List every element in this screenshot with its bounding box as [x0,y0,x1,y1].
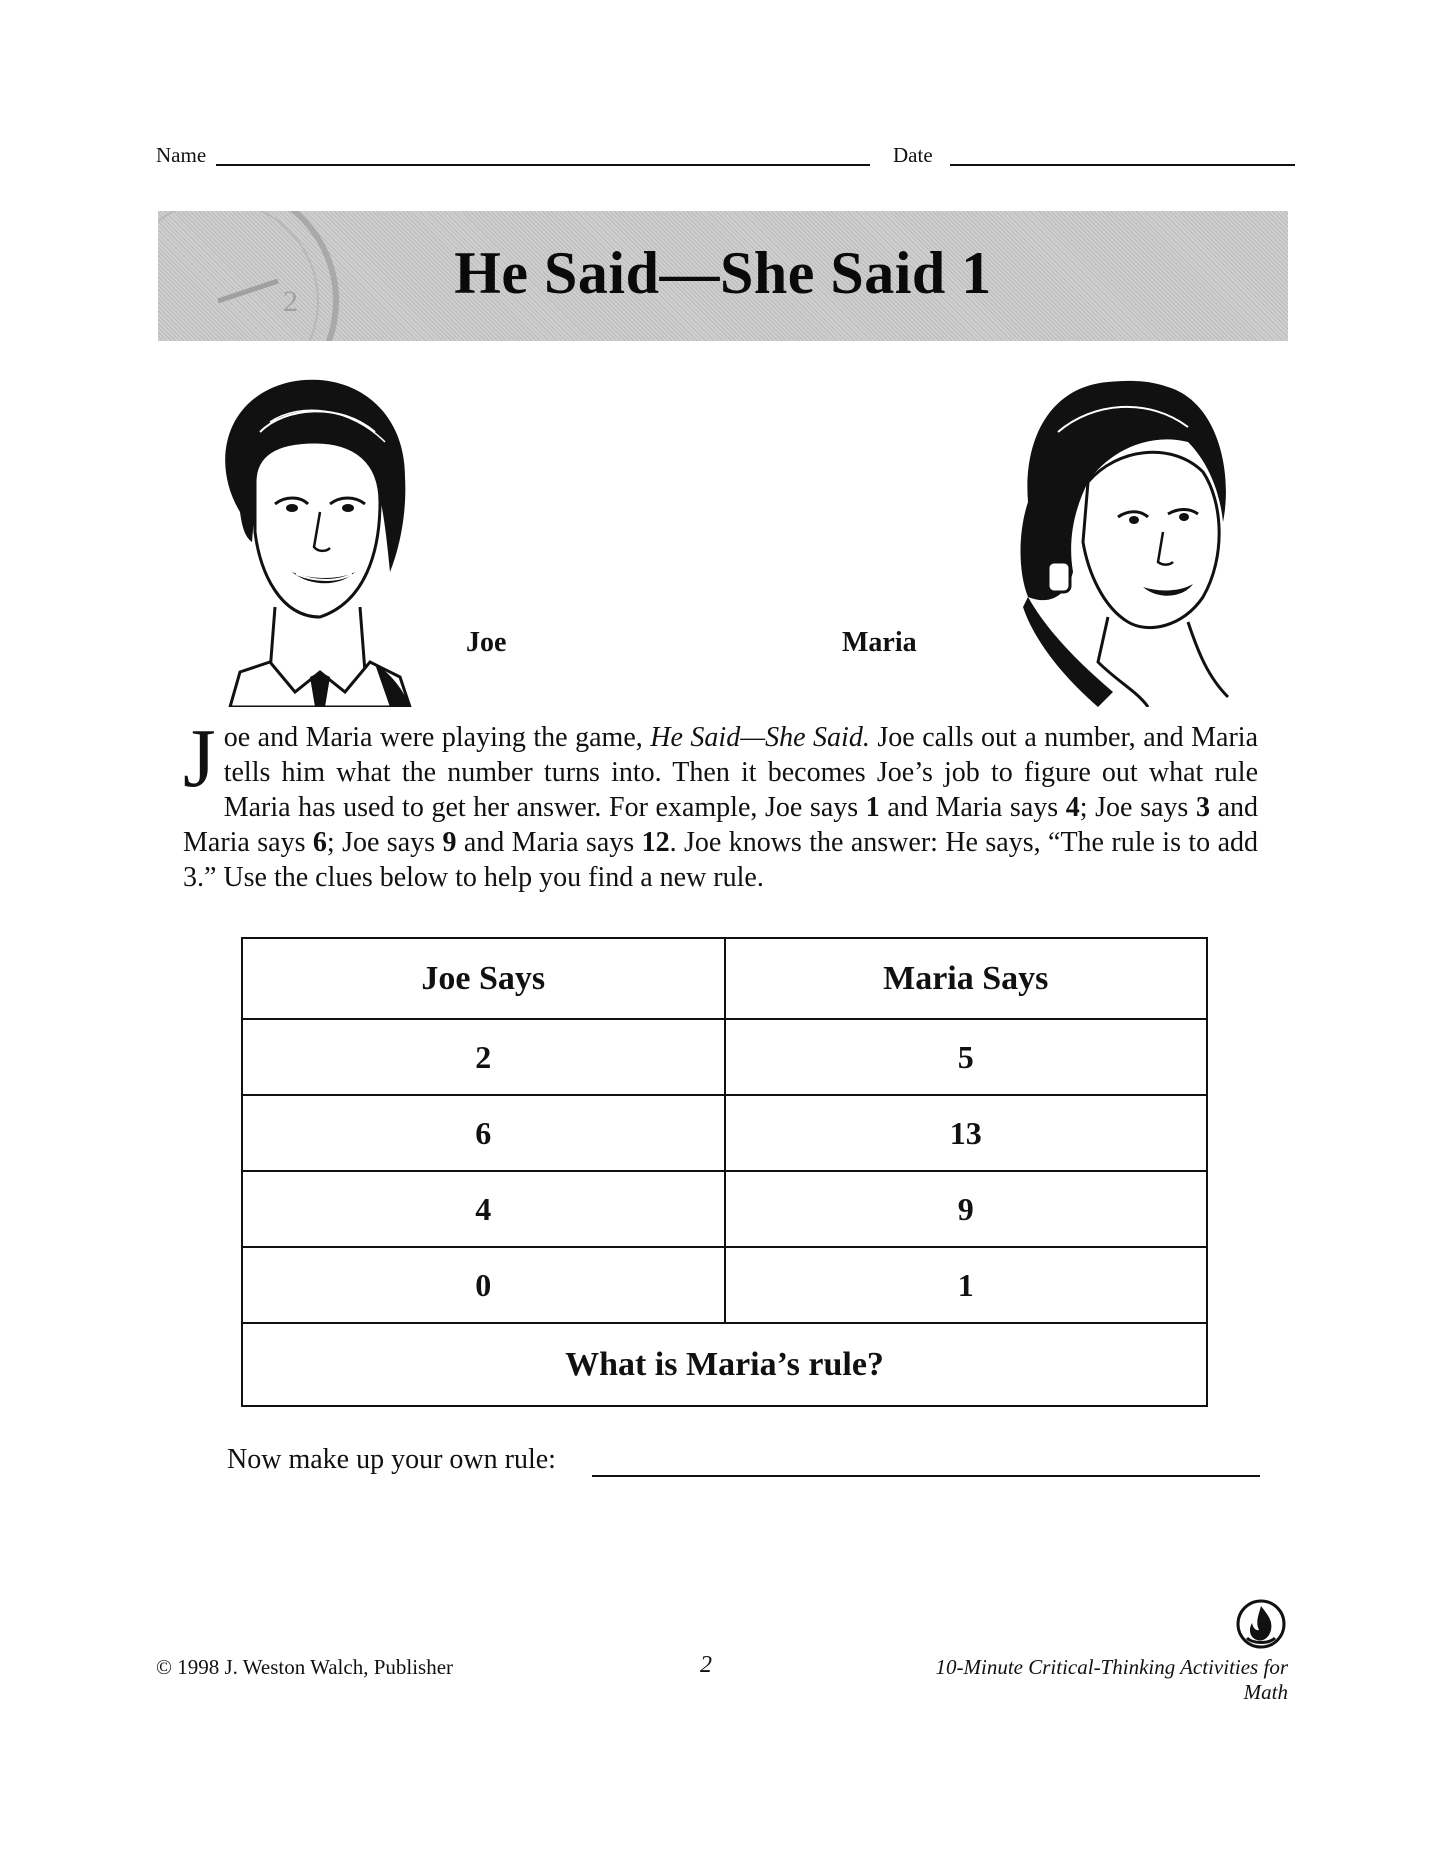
page-number: 2 [700,1652,712,1678]
maria-value: 13 [725,1095,1208,1171]
name-field[interactable] [216,164,870,166]
boy-name-label: Joe [466,627,507,658]
svg-text:2: 2 [283,285,298,318]
column-header-joe: Joe Says [242,938,725,1019]
maria-value: 5 [725,1019,1208,1095]
question-row [242,1323,1207,1406]
table-row [242,1019,1207,1095]
boy-portrait-illustration [200,372,420,707]
book-title: 10-Minute Critical-Thinking Activities for Math [935,1655,1288,1704]
column-header-maria: Maria Says [725,938,1208,1019]
rule-question: What is Maria’s rule? [242,1323,1207,1406]
joe-value: 6 [242,1095,725,1171]
game-name: He Said—She Said. [650,722,870,753]
intro-paragraph: Joe and Maria were playing the game, He Said—She Said. Joe calls out a number, and Maria tells him what the number turns into. Then it becomes Joe’s job to figure out what rule Maria has used to get her answer. For example, Joe says 1 and Maria says 4; Joe says 3 and Maria says 6; Joe says 9 and Maria says 12. Joe knows the answer: He says, “The rule is to add 3.” Use the clues below to help you find a new rule. [183,712,1259,893]
joe-value: 4 [242,1171,725,1247]
drop-cap: J [183,712,216,805]
date-field[interactable] [950,164,1295,166]
joe-value: 0 [242,1247,725,1323]
rule-table [241,937,1208,1407]
date-label: Date [893,143,933,167]
own-rule-prompt: Now make up your own rule: [227,1444,556,1475]
table-header-row [242,938,1207,1019]
title-banner [158,211,1288,374]
girl-portrait-illustration [998,372,1238,707]
maria-value: 1 [725,1247,1208,1323]
name-label: Name [156,143,207,167]
girl-name-label: Maria [842,627,917,658]
table-row [242,1171,1207,1247]
joe-value: 2 [242,1019,725,1095]
own-rule-answer-field[interactable] [592,1475,1260,1477]
table-row [242,1095,1207,1171]
maria-value: 9 [725,1171,1208,1247]
table-row [242,1247,1207,1323]
page-title: He Said—She Said 1 [454,240,992,306]
flame-logo-icon [1235,1598,1287,1650]
clock-icon: 2 4 [158,211,348,341]
copyright-text: © 1998 J. Weston Walch, Publisher [156,1655,454,1679]
